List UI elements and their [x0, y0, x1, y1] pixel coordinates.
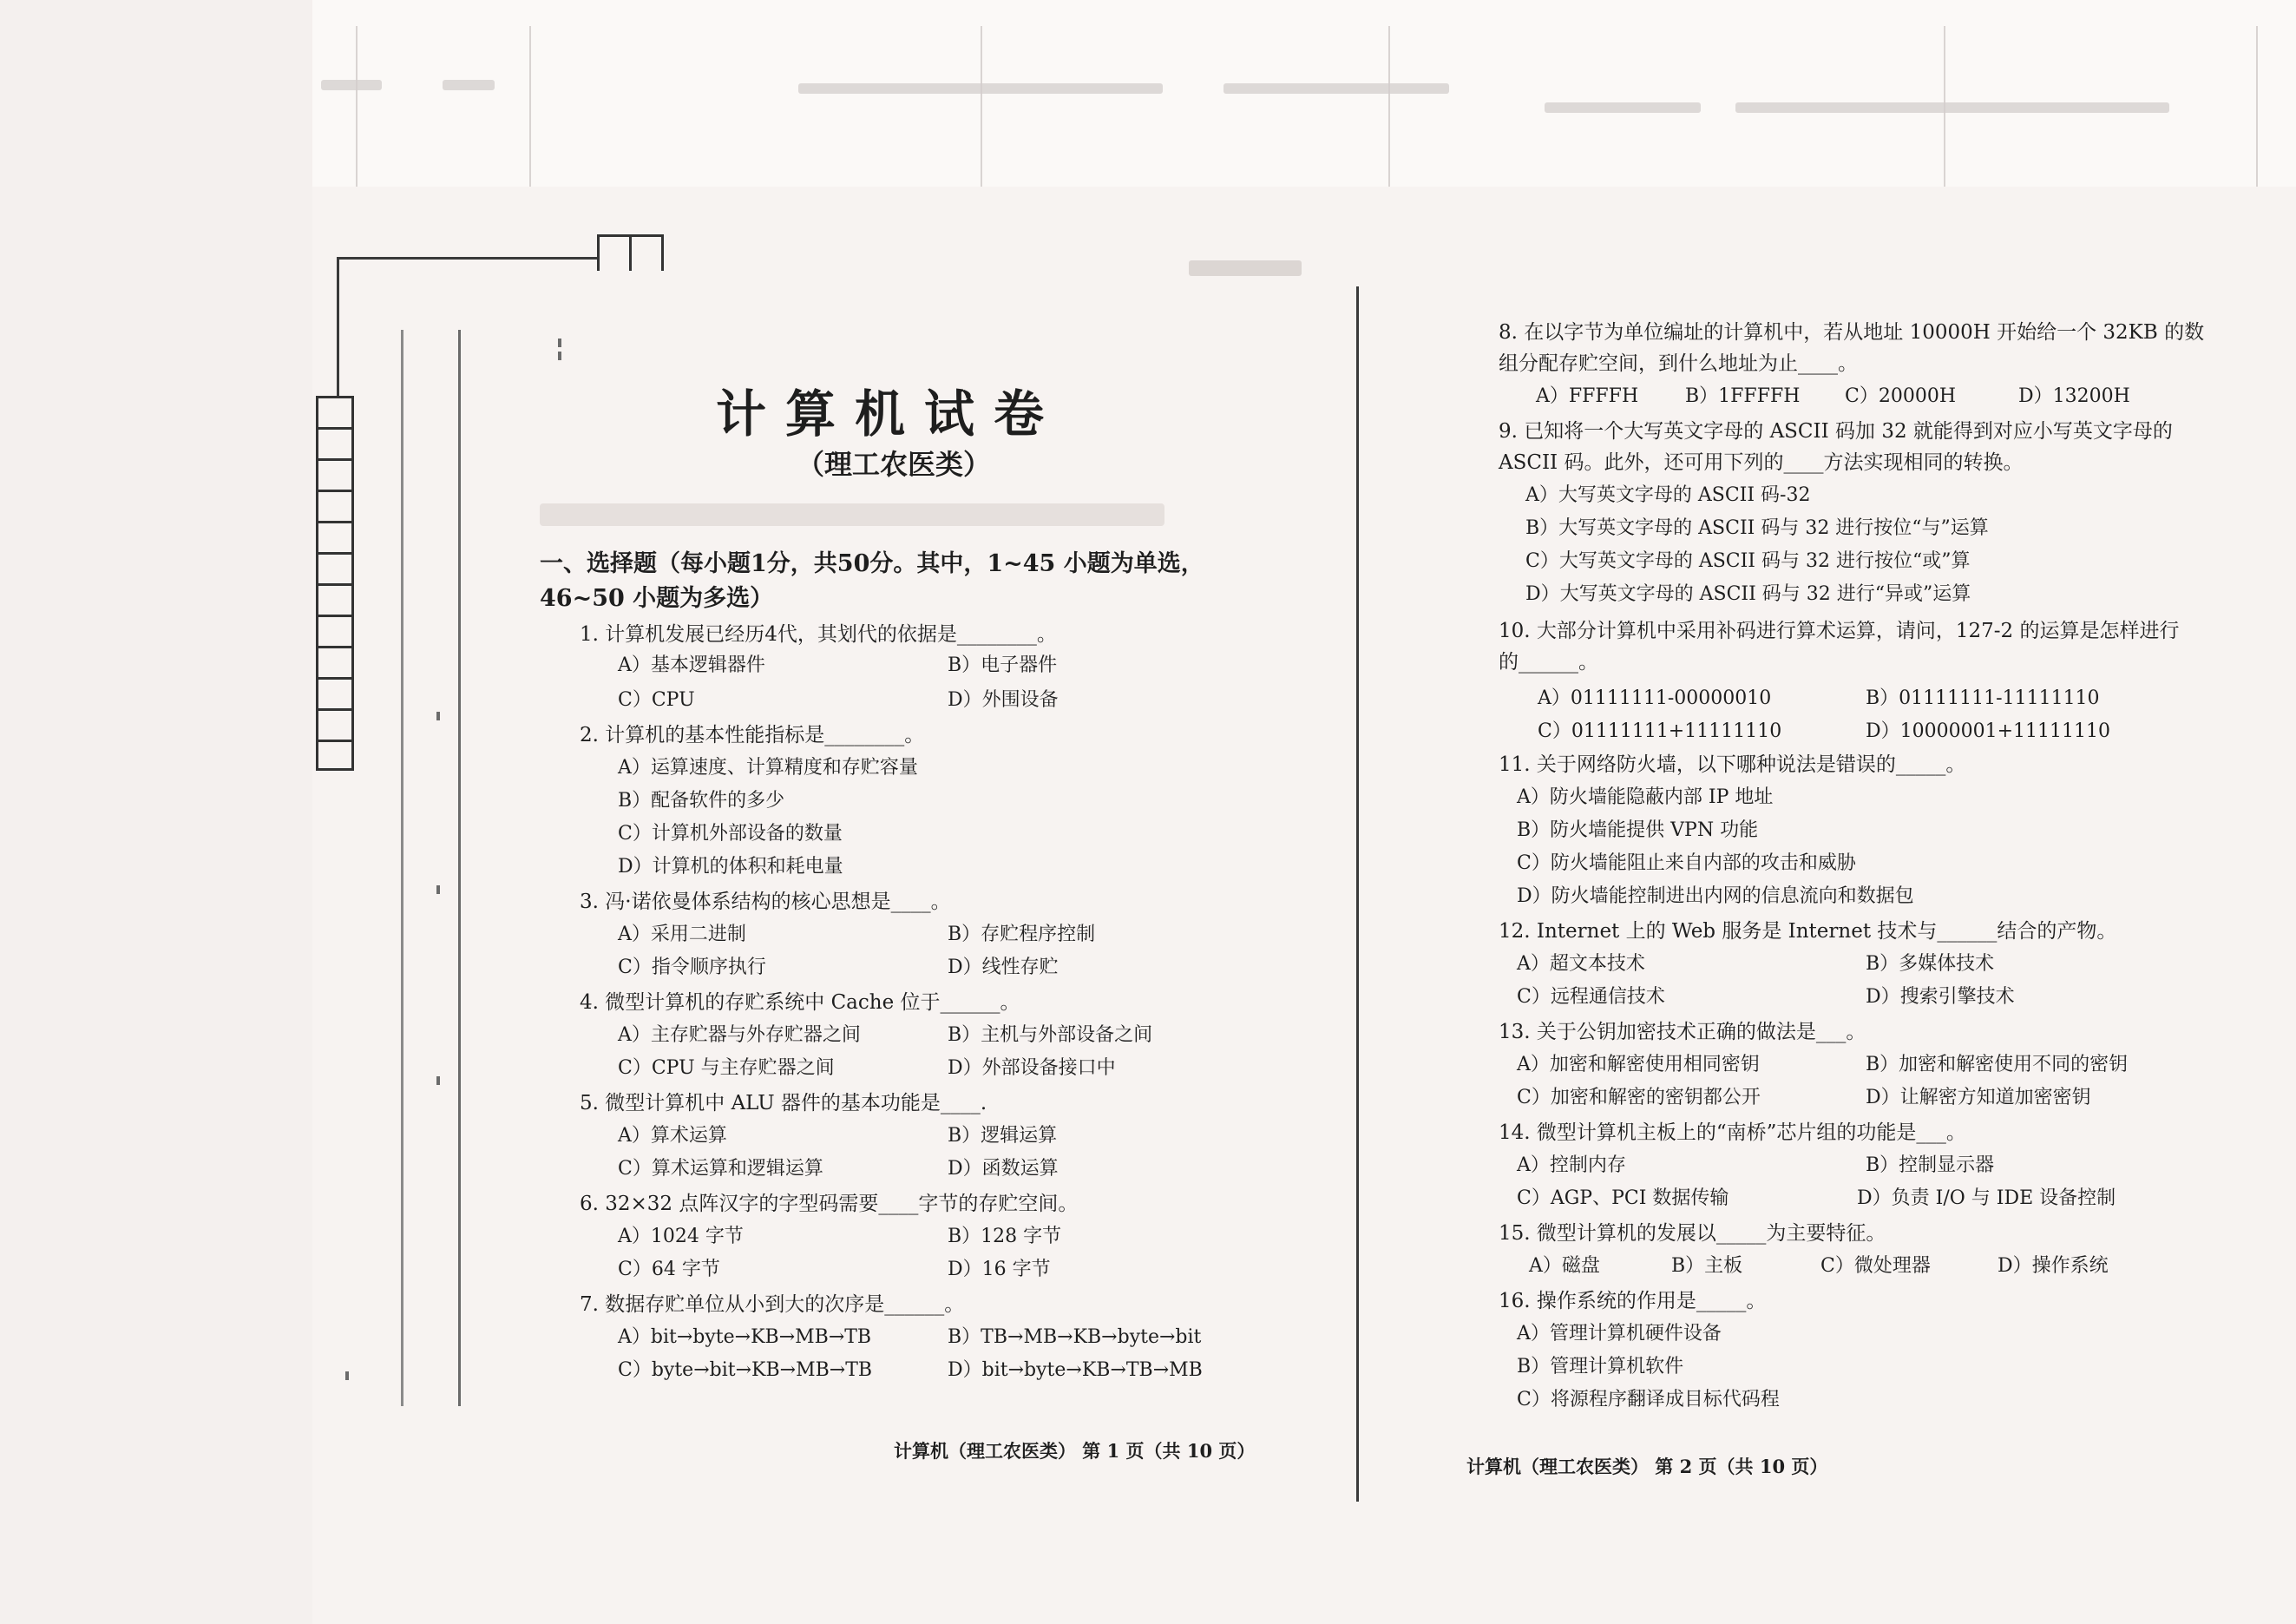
- id-number-boxes: [316, 396, 354, 771]
- question-8-line-1: 8. 在以字节为单位编址的计算机中，若从地址 10000H 开始给一个 32KB 的数: [1499, 321, 2205, 344]
- option: C）算术运算和逻辑运算: [618, 1158, 823, 1180]
- option: B）多媒体技术: [1866, 953, 1995, 975]
- question-9-line-1: 9. 已知将一个大写英文字母的 ASCII 码加 32 就能得到对应小写英文字母的: [1499, 420, 2173, 443]
- option: C）防火墙能阻止来自内部的攻击和威胁: [1517, 852, 1856, 874]
- question-8-line-2: 组分配存贮空间，到什么地址为止____。: [1499, 352, 1858, 375]
- mark: [436, 1076, 440, 1085]
- ghost-rule: [1388, 26, 1390, 191]
- box: [597, 234, 632, 271]
- scan-top-strip: [312, 0, 2296, 187]
- question-3: 3. 冯·诺依曼体系结构的核心思想是____。: [580, 891, 951, 913]
- margin-rule-2: [458, 330, 461, 1406]
- option: B）配备软件的多少: [618, 790, 785, 812]
- box: [316, 396, 354, 427]
- seal-line-horizontal: [337, 257, 599, 260]
- faint-instruction-line: [540, 503, 1164, 526]
- option: D）计算机的体积和耗电量: [618, 856, 843, 878]
- mark: [436, 885, 440, 894]
- box: [316, 427, 354, 458]
- page-divider: [1356, 286, 1359, 1502]
- box: [316, 740, 354, 771]
- option: B）防火墙能提供 VPN 功能: [1517, 819, 1759, 841]
- option: D）10000001+11111110: [1866, 720, 2111, 742]
- option: D）bit→byte→KB→TB→MB: [948, 1359, 1203, 1381]
- option: A）基本逻辑器件: [618, 654, 765, 676]
- ghost-text: [1735, 102, 2169, 113]
- question-11: 11. 关于网络防火墙，以下哪种说法是错误的_____。: [1499, 753, 1966, 776]
- option: A）控制内存: [1517, 1154, 1626, 1176]
- option: A）防火墙能隐蔽内部 IP 地址: [1517, 786, 1774, 808]
- section-heading: 一、选择题（每小题1分，共50分。其中，1~45 小题为单选，46~50 小题为多选）: [540, 550, 1204, 612]
- option: B）01111111-11111110: [1866, 687, 2100, 709]
- ghost-rule: [529, 26, 531, 191]
- option: A）1024 字节: [618, 1226, 744, 1247]
- option: B）管理计算机软件: [1517, 1356, 1684, 1377]
- option: B）控制显示器: [1866, 1154, 1995, 1176]
- option: A）主存贮器与外存贮器之间: [618, 1024, 861, 1046]
- question-6: 6. 32×32 点阵汉字的字型码需要____字节的存贮空间。: [580, 1193, 1079, 1215]
- option: C）20000H: [1845, 385, 1957, 407]
- question-2: 2. 计算机的基本性能指标是________。: [580, 724, 925, 746]
- ghost-rule: [356, 26, 358, 191]
- ghost-text: [1223, 83, 1449, 94]
- option: D）防火墙能控制进出内网的信息流向和数据包: [1517, 885, 1914, 907]
- option: A）01111111-00000010: [1538, 687, 1772, 709]
- question-9-line-2: ASCII 码。此外，还可用下列的____方法实现相同的转换。: [1499, 451, 2024, 474]
- option: D）外部设备接口中: [948, 1057, 1116, 1079]
- box: [316, 708, 354, 740]
- option: B）存贮程序控制: [948, 924, 1096, 945]
- option: D）大写英文字母的 ASCII 码与 32 进行“异或”运算: [1525, 583, 1971, 605]
- question-10-line-1: 10. 大部分计算机中采用补码进行算术运算，请问，127-2 的运算是怎样进行: [1499, 620, 2180, 642]
- option: A）算术运算: [618, 1125, 727, 1147]
- faint-stamp: [1189, 260, 1302, 276]
- option: A）超文本技术: [1517, 953, 1645, 975]
- seal-line-vertical: [337, 257, 339, 396]
- option: C）加密和解密的密钥都公开: [1517, 1087, 1761, 1108]
- option: B）主机与外部设备之间: [948, 1024, 1153, 1046]
- option: D）操作系统: [1998, 1255, 2109, 1277]
- page-2-footer: 计算机（理工农医类） 第 2 页（共 10 页）: [1466, 1456, 1828, 1477]
- option: B）1FFFFH: [1685, 385, 1801, 407]
- option: C）远程通信技术: [1517, 986, 1665, 1008]
- option: A）bit→byte→KB→MB→TB: [618, 1326, 872, 1348]
- option: D）让解密方知道加密密钥: [1866, 1087, 2091, 1108]
- option: C）大写英文字母的 ASCII 码与 32 进行按位“或”算: [1525, 550, 1971, 572]
- exam-subtitle: （理工农医类）: [797, 448, 992, 481]
- option: B）128 字节: [948, 1226, 1062, 1247]
- option: D）外围设备: [948, 689, 1059, 711]
- box: [316, 552, 354, 583]
- option: B）TB→MB→KB→byte→bit: [948, 1326, 1202, 1348]
- question-13: 13. 关于公钥加密技术正确的做法是___。: [1499, 1021, 1866, 1043]
- box: [629, 234, 664, 271]
- ghost-text: [798, 83, 1163, 94]
- option: C）64 字节: [618, 1259, 720, 1280]
- ghost-text: [321, 80, 382, 90]
- mark: [345, 1371, 349, 1380]
- option: B）加密和解密使用不同的密钥: [1866, 1054, 2129, 1075]
- option: B）逻辑运算: [948, 1125, 1058, 1147]
- option: C）CPU: [618, 689, 695, 711]
- option: C）CPU 与主存贮器之间: [618, 1057, 835, 1079]
- option: A）磁盘: [1529, 1255, 1600, 1277]
- question-7: 7. 数据存贮单位从小到大的次序是______。: [580, 1293, 965, 1316]
- option: C）计算机外部设备的数量: [618, 823, 843, 845]
- ghost-text: [1545, 102, 1701, 113]
- option: C）byte→bit→KB→MB→TB: [618, 1359, 873, 1381]
- box: [316, 583, 354, 615]
- question-14: 14. 微型计算机主板上的“南桥”芯片组的功能是___。: [1499, 1121, 1966, 1144]
- box: [316, 458, 354, 490]
- question-12: 12. Internet 上的 Web 服务是 Internet 技术与______结合的产物。: [1499, 920, 2117, 943]
- mark: [436, 712, 440, 720]
- box: [316, 615, 354, 646]
- box: [316, 490, 354, 521]
- question-1: 1. 计算机发展已经历4代，其划代的依据是________。: [580, 623, 1057, 646]
- question-16: 16. 操作系统的作用是_____。: [1499, 1290, 1767, 1312]
- box: [316, 677, 354, 708]
- option: A）加密和解密使用相同密钥: [1517, 1054, 1760, 1075]
- option: D）线性存贮: [948, 957, 1059, 978]
- option: D）16 字节: [948, 1259, 1051, 1280]
- question-10-line-2: 的______。: [1499, 651, 1598, 674]
- option: B）大写英文字母的 ASCII 码与 32 进行按位“与”运算: [1525, 517, 1989, 539]
- option: B）主板: [1671, 1255, 1743, 1277]
- question-15: 15. 微型计算机的发展以_____为主要特征。: [1499, 1222, 1886, 1245]
- option: A）大写英文字母的 ASCII 码-32: [1525, 484, 1811, 506]
- box: [316, 646, 354, 677]
- option: D）负责 I/O 与 IDE 设备控制: [1857, 1187, 2116, 1209]
- option: A）FFFFH: [1536, 385, 1639, 407]
- option: C）01111111+11111110: [1538, 720, 1782, 742]
- top-boxes: [597, 234, 661, 274]
- option: A）运算速度、计算精度和存贮容量: [618, 757, 918, 779]
- margin-rule-1: [401, 330, 403, 1406]
- ghost-rule: [2256, 26, 2258, 191]
- mark: [558, 339, 561, 347]
- mark: [558, 352, 561, 360]
- page-1-footer: 计算机（理工农医类） 第 1 页（共 10 页）: [894, 1440, 1256, 1462]
- ghost-text: [443, 80, 495, 90]
- option: B）电子器件: [948, 654, 1058, 676]
- option: C）AGP、PCI 数据传输: [1517, 1187, 1729, 1209]
- ghost-rule: [981, 26, 982, 191]
- option: C）指令顺序执行: [618, 957, 766, 978]
- option: D）13200H: [2018, 385, 2130, 407]
- option: C）微处理器: [1820, 1255, 1931, 1277]
- option: A）管理计算机硬件设备: [1517, 1323, 1722, 1345]
- option: D）函数运算: [948, 1158, 1059, 1180]
- question-4: 4. 微型计算机的存贮系统中 Cache 位于______。: [580, 991, 1020, 1014]
- exam-title: 计算机试卷: [716, 385, 1064, 444]
- option: A）采用二进制: [618, 924, 746, 945]
- option: D）搜索引擎技术: [1866, 986, 2015, 1008]
- box: [316, 521, 354, 552]
- option: C）将源程序翻译成目标代码程: [1517, 1389, 1780, 1410]
- question-5: 5. 微型计算机中 ALU 器件的基本功能是____.: [580, 1092, 987, 1114]
